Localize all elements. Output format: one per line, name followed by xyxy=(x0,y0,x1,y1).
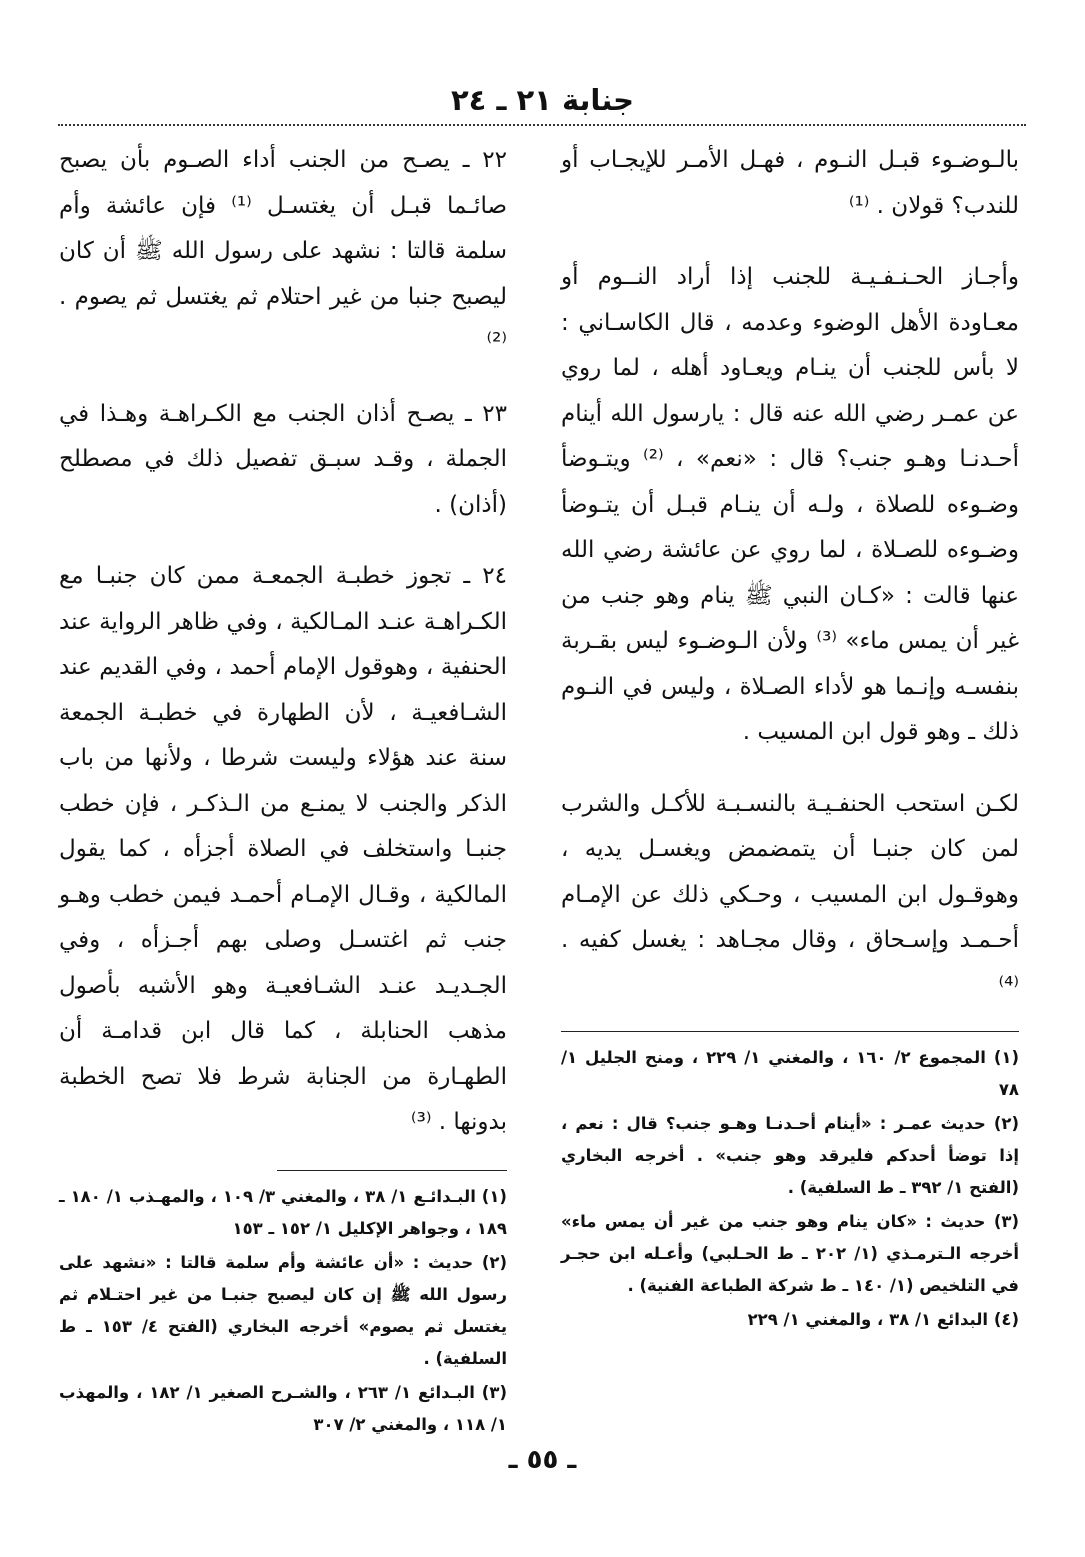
right-paragraph-2: وأجـاز الحـنـفـيـة للجنب إذا أراد النــوم أو معـاودة الأهل الوضوء وعدمه ، قال الكاسـاني : لا بأس للجنب أن ينـام ويعـاود أهله ، لما روي عن عمـر رضي الله عنه قال : يارسول الله أينام أحـدنـا وهـو جنب؟ قال : «نعم» ، ⁽²⁾ ويتـوضأ وضـوءه للصلاة ، ولـه أن ينـام قبـل أن يتـوضأ وضـوءه للصـلاة ، لما روي عن عائشة رضي الله عنها قالت : «كـان النبي ﷺ ينام وهو جنب من غير أن يمس ماء» ⁽³⁾ ولأن الـوضـوء ليس بقـربة بنفسـه وإنـما هو لأداء الصـلاة ، وليس في النـوم ذلك ـ وهو قول ابن المسيب . xyxy=(561,264,1019,745)
paragraph-gap xyxy=(59,528,507,554)
footnote-rule xyxy=(277,1170,507,1171)
right-column xyxy=(561,138,1019,1338)
right-footnote-3: (٣) حديث : «كان ينام وهو جنب من غير أن يمس ماء» أخرجه الـترمـذي (١/ ٢٠٢ ـ ط الحـلبي) وأعـله ابن حجـر في التلخيص (١/ ١٤٠ ـ ط شركة الطباعة الفنية) . xyxy=(561,1212,1019,1295)
right-footnote-1: (١) المجموع ٢/ ١٦٠ ، والمغني ١/ ٢٢٩ ، ومنح الجليل ١/ ٧٨ xyxy=(561,1048,1019,1099)
header-dotted-rule xyxy=(58,124,1026,126)
footnote-rule xyxy=(561,1031,1019,1032)
left-footnotes xyxy=(59,1170,507,1441)
left-paragraph-22: ٢٢ ـ يصـح من الجنب أداء الصـوم بأن يصبح صائـما قبـل أن يغتسـل ⁽¹⁾ فإن عائشة وأم سلمة قالتا : نشهد على رسول الله ﷺ أن كان ليصبح جنبا من غير احتلام ثم يغتسل ثم يصوم . ⁽²⁾ xyxy=(59,147,507,355)
left-paragraph-23: ٢٣ ـ يصـح أذان الجنب مع الكـراهـة وهـذا في الجملة ، وقـد سبـق تفصيل ذلك في مصطلح (أذان) . xyxy=(59,400,507,518)
left-footnote-2: (٢) حديث : «أن عائشة وأم سلمة قالتا : «نشهد على رسول الله ﷺ إن كان ليصبح جنبـا من غير احتـلام ثم يغتسل ثم يصوم» أخرجه البخاري (الفتح ٤/ ١٥٣ ـ ط السلفية) . xyxy=(59,1252,508,1368)
right-paragraph-3: لكـن استحب الحنفـيـة بالنسـبـة للأكـل والشرب لمن كان جنبـا أن يتمضمض ويغسـل يديه ، وهوقـول ابن المسيب ، وحـكي ذلك عن الإمـام أحـمـد وإسـحاق ، وقال مجـاهد : يغسل كفيه . ⁽⁴⁾ xyxy=(561,790,1019,999)
left-footnote-1: (١) البـدائـع ١/ ٣٨ ، والمغني ٣/ ١٠٩ ، والمهـذب ١/ ١٨٠ ـ ١٨٩ ، وجواهر الإكليل ١/ ١٥٢ ـ ١٥٣ xyxy=(59,1186,507,1238)
right-paragraph-1: بالـوضـوء قبـل النـوم ، فهـل الأمـر للإيجـاب أو للندب؟ قولان . ⁽¹⁾ xyxy=(561,147,1019,219)
right-footnote-2: (٢) حديث عمـر : «أينام أحـدنـا وهـو جنب؟ قال : نعم ، إذا توضأ أحدكم فليرقد وهو جنب» . أخرجه البخاري (الفتح ١/ ٣٩٢ ـ ط السلفية) . xyxy=(561,1114,1019,1197)
paragraph-gap xyxy=(561,756,1019,782)
right-footnotes xyxy=(561,1031,1019,1336)
left-column xyxy=(59,138,507,1443)
paragraph-gap xyxy=(59,366,507,392)
left-footnote-3: (٣) البـدائع ١/ ٢٦٣ ، والشـرح الصغير ١/ ١٨٢ ، والمهذب ١/ ١١٨ ، والمغني ٢/ ٣٠٧ xyxy=(59,1382,507,1434)
page-number: ـ ٥٥ ـ xyxy=(508,1445,577,1475)
right-footnote-4: (٤) البدائع ١/ ٣٨ ، والمغني ١/ ٢٢٩ xyxy=(747,1310,1019,1329)
page-title: جنابة ٢١ ـ ٢٤ xyxy=(450,83,635,117)
paragraph-gap xyxy=(561,229,1019,255)
left-paragraph-24: ٢٤ ـ تجوز خطبـة الجمعـة ممن كان جنبـا مع الكـراهـة عنـد المـالكية ، وفي ظاهر الرواية عند الحنفية ، وهوقول الإمام أحمد ، وفي القديم عند الشـافعيـة ، لأن الطهارة في خطبـة الجمعة سنة عند هؤلاء وليست شرطا ، ولأنها من باب الذكر والجنب لا يمنـع من الـذكـر ، فإن خطب جنبـا واستخلف في الصلاة أجزأه ، كما يقول المالكية ، وقـال الإمـام أحمـد فيمن خطب وهـو جنب ثم اغتسـل وصلى بهم أجـزأه ، وفي الجـديـد عنـد الشـافعيـة وهو الأشبه بأصول مذهب الحنابلة ، كما قال ابن قدامـة أن الطهـارة من الجنابة شرط فلا تصح الخطبة بدونها . ⁽³⁾ xyxy=(59,563,507,1135)
